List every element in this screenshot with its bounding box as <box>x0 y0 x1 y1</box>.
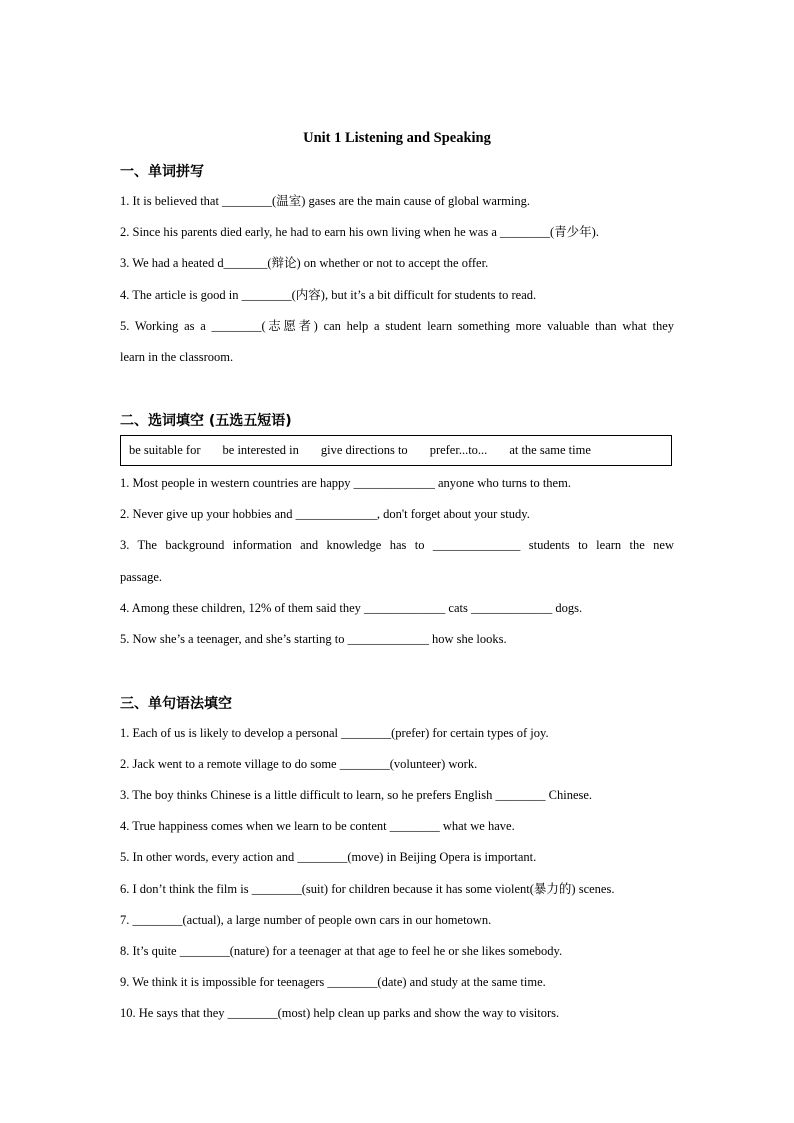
phrase-box <box>120 435 672 466</box>
s1-item-5: 5. Working as a ________(志愿者) can help a student learn something more valuable than what they <box>120 319 674 333</box>
s3-item-1: 1. Each of us is likely to develop a personal ________(prefer) for certain types of joy. <box>120 726 549 740</box>
phrase-1: be suitable for <box>129 443 201 457</box>
phrase-2: be interested in <box>222 443 299 457</box>
s2-item-4: 4. Among these children, 12% of them said they _____________ cats _____________ dogs. <box>120 601 583 615</box>
page-title: Unit 1 Listening and Speaking <box>303 130 491 146</box>
s1-item-4: 4. The article is good in ________(内容), but it’s a bit difficult for students to read. <box>120 288 537 302</box>
s3-item-5: 5. In other words, every action and ________(move) in Beijing Opera is important. <box>120 850 537 864</box>
s1-item-1: 1. It is believed that ________(温室) gases are the main cause of global warming. <box>120 194 530 208</box>
phrase-4: prefer...to... <box>429 443 488 457</box>
s2-item-5: 5. Now she’s a teenager, and she’s starting to _____________ how she looks. <box>120 632 507 646</box>
s3-item-8: 8. It’s quite ________(nature) for a teenager at that age to feel he or she likes somebody. <box>120 944 563 958</box>
s3-item-10: 10. He says that they ________(most) help clean up parks and show the way to visitors. <box>120 1006 560 1020</box>
s1-item-2: 2. Since his parents died early, he had to earn his own living when he was a ________(青少年). <box>120 225 599 239</box>
s2-item-1: 1. Most people in western countries are happy _____________ anyone who turns to them. <box>120 476 571 490</box>
s1-item-3: 3. We had a heated d_______(辩论) on whether or not to accept the offer. <box>120 256 489 270</box>
s2-item-3-cont: passage. <box>120 570 162 584</box>
s3-item-4: 4. True happiness comes when we learn to be content ________ what we have. <box>120 819 515 833</box>
s2-item-2: 2. Never give up your hobbies and _____________, don't forget about your study. <box>120 507 530 521</box>
phrase-3: give directions to <box>320 443 408 457</box>
s3-item-9: 9. We think it is impossible for teenagers ________(date) and study at the same time. <box>120 975 546 989</box>
section-2-heading: 二、选词填空 (五选五短语) <box>120 413 292 429</box>
s3-item-2: 2. Jack went to a remote village to do some ________(volunteer) work. <box>120 757 478 771</box>
section-3-heading: 三、单句语法填空 <box>120 696 232 712</box>
section-1-heading: 一、单词拼写 <box>120 164 204 180</box>
s1-item-5-cont: learn in the classroom. <box>120 350 234 364</box>
s2-item-3: 3. The background information and knowledge has to ______________ students to learn the new <box>120 538 674 552</box>
s3-item-6: 6. I don’t think the film is ________(suit) for children because it has some violent(暴力的) scenes. <box>120 882 615 896</box>
phrase-5: at the same time <box>509 443 591 457</box>
s3-item-7: 7. ________(actual), a large number of people own cars in our hometown. <box>120 913 492 927</box>
s3-item-3: 3. The boy thinks Chinese is a little difficult to learn, so he prefers English ________ Chinese. <box>120 788 593 802</box>
